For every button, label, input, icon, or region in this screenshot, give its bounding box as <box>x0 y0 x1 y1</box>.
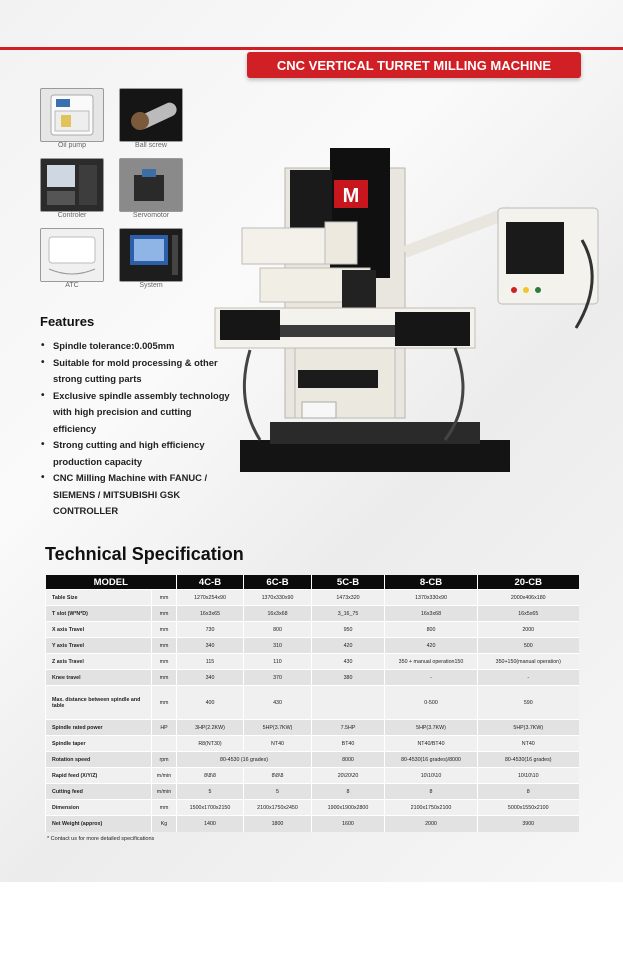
spec-row <box>46 752 579 768</box>
spec-cell-v4: 800 <box>385 622 478 638</box>
spec-cell-span12: 80-4530 (16 grades) <box>177 752 312 768</box>
feature-item: • Suitable for mold processing & other strong cutting parts <box>40 355 230 388</box>
spec-row <box>46 816 579 832</box>
spec-cell-v4: 2100x1750x2100 <box>385 800 478 816</box>
spec-cell-v2: 5HP(3.7KW) <box>244 720 312 736</box>
system-icon <box>119 228 183 282</box>
spec-cell-v3: 7.5HP <box>312 720 385 736</box>
spec-cell-label: Rapid feed (X/Y/Z) <box>46 768 152 784</box>
spec-cell-v1: 340 <box>177 670 244 686</box>
spec-cell-unit: m/min <box>152 784 177 800</box>
spec-cell-v2: 370 <box>244 670 312 686</box>
spec-header-model: MODEL <box>46 575 177 590</box>
spec-cell-v3: 380 <box>312 670 385 686</box>
spec-cell-unit: mm <box>152 606 177 622</box>
spec-cell-label: Cutting feed <box>46 784 152 800</box>
spec-cell-v2: 800 <box>244 622 312 638</box>
spec-row <box>46 654 579 670</box>
spec-cell-label: Table Size <box>46 590 152 606</box>
spec-cell-unit <box>152 736 177 752</box>
spec-cell-v5: NT40 <box>478 736 579 752</box>
spec-cell-v2: 310 <box>244 638 312 654</box>
spec-cell-v2: 16x3x68 <box>244 606 312 622</box>
spec-cell-v4: 420 <box>385 638 478 654</box>
spec-header-20-cb: 20-CB <box>478 575 579 590</box>
spec-cell-v1: 730 <box>177 622 244 638</box>
spec-cell-v3 <box>312 686 385 720</box>
spec-header-row <box>46 575 579 590</box>
spec-cell-v1: 340 <box>177 638 244 654</box>
spec-cell-v5: 3900 <box>478 816 579 832</box>
feature-item: • Exclusive spindle assembly technology with high precision and cutting efficiency <box>40 388 230 438</box>
spec-title: Technical Specification <box>45 544 244 564</box>
thumb-label: ATC <box>65 282 79 289</box>
spec-cell-label: Dimension <box>46 800 152 816</box>
spec-header-8-cb: 8-CB <box>385 575 478 590</box>
spec-cell-v3: 8000 <box>312 752 385 768</box>
feature-item: • Strong cutting and high efficiency production capacity <box>40 437 230 470</box>
spec-cell-v5: 2000 <box>478 622 579 638</box>
spec-cell-v2: 430 <box>244 686 312 720</box>
spec-cell-v4: 5HP(3.7KW) <box>385 720 478 736</box>
spec-cell-v5: 590 <box>478 686 579 720</box>
thumb-label: System <box>139 282 163 289</box>
spec-cell-unit: mm <box>152 590 177 606</box>
spec-cell-unit: mm <box>152 654 177 670</box>
spec-cell-unit: m/min <box>152 768 177 784</box>
spec-row <box>46 768 579 784</box>
spec-cell-v1: R8(NT30) <box>177 736 244 752</box>
spec-cell-v4: 1370x330x90 <box>385 590 478 606</box>
spec-cell-v1: 16x3x65 <box>177 606 244 622</box>
spec-footnote: * Contact us for more detailed specifications <box>47 836 155 842</box>
spec-cell-v4: 10\10\10 <box>385 768 478 784</box>
spec-cell-label: T slot (W*N*D) <box>46 606 152 622</box>
spec-cell-v4: 2000 <box>385 816 478 832</box>
spec-row <box>46 686 579 720</box>
features-title: Features <box>40 314 95 329</box>
feature-item: • CNC Milling Machine with FANUC / SIEMENS / MITSUBISHI GSK CONTROLLER <box>40 470 230 520</box>
spec-cell-v3: 430 <box>312 654 385 670</box>
spec-cell-v5: 2000x406x180 <box>478 590 579 606</box>
features-list <box>40 338 230 520</box>
thumb-label: Controler <box>57 212 87 219</box>
spec-cell-unit: mm <box>152 800 177 816</box>
spec-cell-label: Rotation speed <box>46 752 152 768</box>
spec-table <box>45 575 579 832</box>
spec-cell-v3: 420 <box>312 638 385 654</box>
spec-cell-unit: mm <box>152 686 177 720</box>
machine-logo: M <box>342 185 360 207</box>
spec-row <box>46 590 579 606</box>
banner-title: CNC VERTICAL TURRET MILLING MACHINE <box>276 57 552 73</box>
spec-row <box>46 736 579 752</box>
spec-cell-v1: 3HP(2.2KW) <box>177 720 244 736</box>
top-rule <box>0 47 623 50</box>
spec-cell-label: Net Weight (approx) <box>46 816 152 832</box>
spec-cell-v5: 5HP(3.7KW) <box>478 720 579 736</box>
spec-cell-v4: 350 + manual operation150 <box>385 654 478 670</box>
spec-cell-v5: 500 <box>478 638 579 654</box>
spec-cell-v2: 2100x1750x2450 <box>244 800 312 816</box>
spec-row <box>46 800 579 816</box>
spec-cell-v4: - <box>385 670 478 686</box>
spec-cell-v2: 8\8\8 <box>244 768 312 784</box>
spec-cell-v1: 1270x254x90 <box>177 590 244 606</box>
spec-cell-v1: 400 <box>177 686 244 720</box>
spec-cell-v2: NT40 <box>244 736 312 752</box>
thumb-label: Servomotor <box>132 212 170 219</box>
spec-cell-v5: 5000x1550x2100 <box>478 800 579 816</box>
servomotor-icon <box>119 158 183 212</box>
spec-header-5c-b: 5C-B <box>312 575 385 590</box>
spec-cell-unit: mm <box>152 638 177 654</box>
spec-row <box>46 606 579 622</box>
spec-cell-v3: BT40 <box>312 736 385 752</box>
spec-cell-label: Spindle taper <box>46 736 152 752</box>
thumb-label: Oil pump <box>57 142 86 149</box>
spec-cell-v4: 0-500 <box>385 686 478 720</box>
spec-cell-v1: 1500x1700x2150 <box>177 800 244 816</box>
oil-pump-icon <box>40 88 104 142</box>
spec-cell-v5: 16x5x65 <box>478 606 579 622</box>
spec-cell-v3: 8 <box>312 784 385 800</box>
spec-row <box>46 784 579 800</box>
feature-item: • Spindle tolerance:0.005mm <box>40 338 230 355</box>
spec-cell-unit: HP <box>152 720 177 736</box>
spec-cell-label: Y axis Travel <box>46 638 152 654</box>
spec-cell-v5: 10\10\10 <box>478 768 579 784</box>
spec-cell-label: Z axis Travel <box>46 654 152 670</box>
spec-cell-unit: mm <box>152 622 177 638</box>
spec-cell-label: X axis Travel <box>46 622 152 638</box>
spec-cell-v1: 8\8\8 <box>177 768 244 784</box>
spec-cell-v5: - <box>478 670 579 686</box>
spec-cell-v4: 16x3x68 <box>385 606 478 622</box>
spec-cell-label: Knee travel <box>46 670 152 686</box>
title-banner <box>247 52 581 78</box>
spec-cell-v3: 3_16_75 <box>312 606 385 622</box>
spec-cell-v5: 80-4530(16 grades) <box>478 752 579 768</box>
spec-cell-v5: 8 <box>478 784 579 800</box>
spec-cell-v2: 110 <box>244 654 312 670</box>
spec-cell-v2: 1370x330x90 <box>244 590 312 606</box>
spec-cell-label: Spindle rated power <box>46 720 152 736</box>
spec-cell-unit: Kg <box>152 816 177 832</box>
spec-cell-v1: 115 <box>177 654 244 670</box>
spec-cell-v3: 1600 <box>312 816 385 832</box>
spec-cell-v3: 20\20\20 <box>312 768 385 784</box>
spec-cell-v4: NT40/BT40 <box>385 736 478 752</box>
spec-cell-v2: 1800 <box>244 816 312 832</box>
thumb-label: Ball screw <box>135 142 167 149</box>
spec-row <box>46 670 579 686</box>
spec-cell-v1: 5 <box>177 784 244 800</box>
spec-row <box>46 720 579 736</box>
spec-cell-label: Max. distance between spindle and table <box>46 686 152 720</box>
spec-cell-v3: 1900x1900x2800 <box>312 800 385 816</box>
spec-cell-unit: rpm <box>152 752 177 768</box>
spec-cell-v4: 80-4530(16 grades)/8000 <box>385 752 478 768</box>
spec-cell-v2: 5 <box>244 784 312 800</box>
spec-header-4c-b: 4C-B <box>177 575 244 590</box>
milling-machine-image <box>210 140 610 500</box>
controller-icon <box>40 158 104 212</box>
spec-cell-v3: 950 <box>312 622 385 638</box>
ball-screw-icon <box>119 88 183 142</box>
spec-cell-v5: 350+150(manual operation) <box>478 654 579 670</box>
spec-cell-v3: 1473x320 <box>312 590 385 606</box>
spec-row <box>46 622 579 638</box>
spec-cell-unit: mm <box>152 670 177 686</box>
atc-icon <box>40 228 104 282</box>
spec-header-6c-b: 6C-B <box>244 575 312 590</box>
spec-cell-v4: 8 <box>385 784 478 800</box>
spec-cell-v1: 1400 <box>177 816 244 832</box>
spec-row <box>46 638 579 654</box>
